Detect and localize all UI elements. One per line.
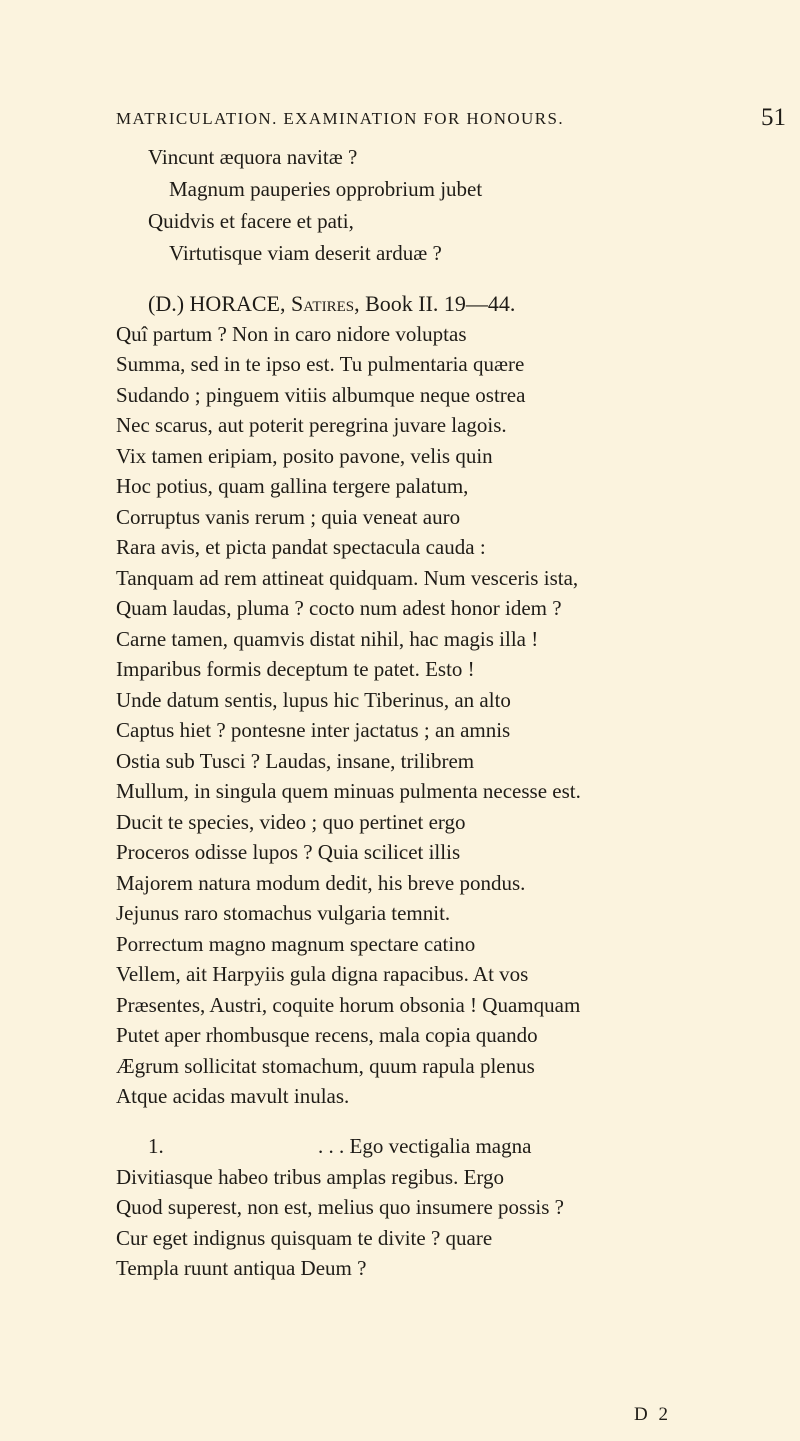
satire-line: Ducit te species, video ; quo pertinet ergo bbox=[116, 810, 466, 834]
section-work: Satires, bbox=[291, 291, 360, 316]
page-number: 51 bbox=[761, 104, 786, 131]
satire-line: Atque acidas mavult inulas. bbox=[116, 1084, 350, 1108]
satire-line: Majorem natura modum dedit, his breve pondus. bbox=[116, 871, 526, 895]
satire-line: Summa, sed in te ipso est. Tu pulmentaria quære bbox=[116, 352, 525, 376]
satire-line: Putet aper rhombusque recens, mala copia quando bbox=[116, 1023, 538, 1047]
satire-line: Mullum, in singula quem minuas pulmenta necesse est. bbox=[116, 779, 581, 803]
satire-line: Porrectum magno magnum spectare catino bbox=[116, 932, 476, 956]
section-label: (D.) bbox=[148, 291, 185, 316]
running-title: MATRICULATION. EXAMINATION FOR HONOURS. bbox=[116, 109, 564, 128]
verse-line: Magnum pauperies opprobrium jubet bbox=[169, 177, 483, 201]
satire-line: Unde datum sentis, lupus hic Tiberinus, an alto bbox=[116, 688, 511, 712]
satire-line: Corruptus vanis rerum ; quia veneat auro bbox=[116, 505, 461, 529]
satire-line: Proceros odisse lupos ? Quia scilicet illis bbox=[116, 840, 461, 864]
satire-line: Nec scarus, aut poterit peregrina juvare lagois. bbox=[116, 413, 507, 437]
satire-line: Præsentes, Austri, coquite horum obsonia ! Quamquam bbox=[116, 993, 581, 1017]
passage-line: Divitiasque habeo tribus amplas regibus. Ergo bbox=[116, 1165, 505, 1189]
satire-line: Quî partum ? Non in caro nidore voluptas bbox=[116, 322, 467, 346]
section-author: HORACE, bbox=[189, 291, 286, 316]
satire-line: Sudando ; pinguem vitiis albumque neque ostrea bbox=[116, 383, 526, 407]
satire-line: Carne tamen, quamvis distat nihil, hac magis illa ! bbox=[116, 627, 539, 651]
passage-line: . . . Ego vectigalia magna bbox=[318, 1134, 532, 1158]
section-reference: Book II. 19—44. bbox=[365, 291, 516, 316]
passage-line: Cur eget indignus quisquam te divite ? quare bbox=[116, 1226, 493, 1250]
satire-line: Rara avis, et picta pandat spectacula cauda : bbox=[116, 535, 486, 559]
verse-line: Vincunt æquora navitæ ? bbox=[148, 145, 358, 169]
satire-line: Jejunus raro stomachus vulgaria temnit. bbox=[116, 901, 451, 925]
passage-number: 1. bbox=[148, 1134, 164, 1158]
verse-line: Quidvis et facere et pati, bbox=[148, 209, 354, 233]
passage-line: Quod superest, non est, melius quo insumere possis ? bbox=[116, 1195, 564, 1219]
passage-line: Templa ruunt antiqua Deum ? bbox=[116, 1256, 367, 1280]
section-heading bbox=[148, 291, 515, 316]
satire-line: Quam laudas, pluma ? cocto num adest honor idem ? bbox=[116, 596, 562, 620]
satire-line: Ostia sub Tusci ? Laudas, insane, trilibrem bbox=[116, 749, 475, 773]
satire-line: Captus hiet ? pontesne inter jactatus ; an amnis bbox=[116, 718, 511, 742]
satire-line: Vix tamen eripiam, posito pavone, velis quin bbox=[116, 444, 493, 468]
running-header bbox=[116, 104, 786, 131]
satire-line: Imparibus formis deceptum te patet. Esto ! bbox=[116, 657, 475, 681]
satire-line: Ægrum sollicitat stomachum, quum rapula plenus bbox=[116, 1054, 535, 1078]
satire-line: Hoc potius, quam gallina tergere palatum, bbox=[116, 474, 469, 498]
verse-line: Virtutisque viam deserit arduæ ? bbox=[169, 241, 442, 265]
satire-line: Tanquam ad rem attineat quidquam. Num vesceris ista, bbox=[116, 566, 579, 590]
signature-mark: D 2 bbox=[634, 1404, 671, 1425]
satire-line: Vellem, ait Harpyiis gula digna rapacibus. At vos bbox=[116, 962, 529, 986]
